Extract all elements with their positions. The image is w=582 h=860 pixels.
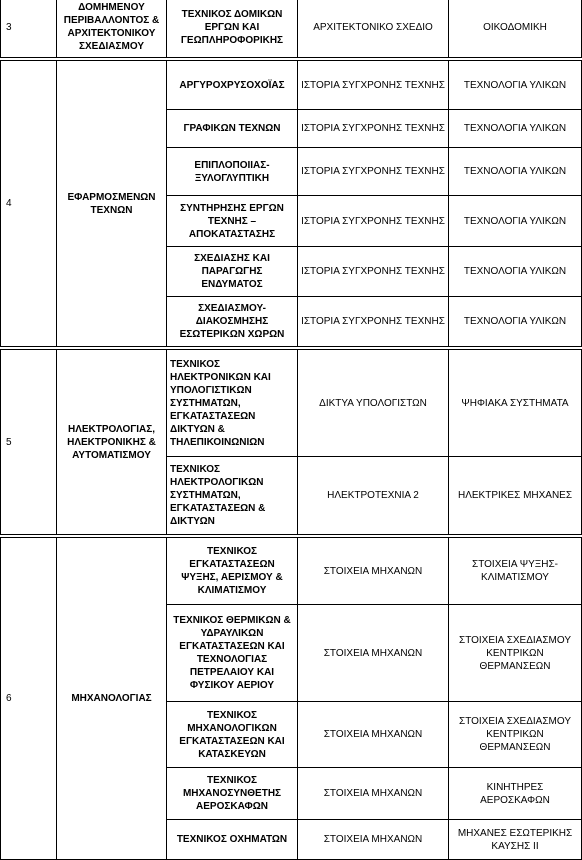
course-two: ΣΤΟΙΧΕΙΑ ΣΧΕΔΙΑΣΜΟΥ ΚΕΝΤΡΙΚΩΝ ΘΕΡΜΑΝΣΕΩΝ xyxy=(449,605,582,702)
course-two: ΤΕΧΝΟΛΟΓΙΑ ΥΛΙΚΩΝ xyxy=(449,61,582,110)
course-one: ΙΣΤΟΡΙΑ ΣΥΓΧΡΟΝΗΣ ΤΕΧΝΗΣ xyxy=(298,148,449,196)
course-two: ΜΗΧΑΝΕΣ ΕΣΩΤΕΡΙΚΗΣ ΚΑΥΣΗΣ ΙΙ xyxy=(449,820,582,860)
sector-name: ΗΛΕΚΤΡΟΛΟΓΙΑΣ, ΗΛΕΚΤΡΟΝΙΚΗΣ & ΑΥΤΟΜΑΤΙΣΜΟΥ xyxy=(57,350,167,535)
course-one: ΣΤΟΙΧΕΙΑ ΜΗΧΑΝΩΝ xyxy=(298,538,449,605)
specialty-name: ΓΡΑΦΙΚΩΝ ΤΕΧΝΩΝ xyxy=(167,110,298,148)
course-two: ΤΕΧΝΟΛΟΓΙΑ ΥΛΙΚΩΝ xyxy=(449,297,582,347)
table-row xyxy=(1,61,582,110)
course-two: ΤΕΧΝΟΛΟΓΙΑ ΥΛΙΚΩΝ xyxy=(449,110,582,148)
specialty-name: ΣΥΝΤΗΡΗΣΗΣ ΕΡΓΩΝ ΤΕΧΝΗΣ – ΑΠΟΚΑΤΑΣΤΑΣΗΣ xyxy=(167,196,298,247)
table-row xyxy=(1,538,582,605)
course-two: ΤΕΧΝΟΛΟΓΙΑ ΥΛΙΚΩΝ xyxy=(449,247,582,297)
course-one: ΣΤΟΙΧΕΙΑ ΜΗΧΑΝΩΝ xyxy=(298,702,449,768)
sector-number: 6 xyxy=(1,538,57,860)
course-two: ΨΗΦΙΑΚΑ ΣΥΣΤΗΜΑΤΑ xyxy=(449,350,582,457)
course-one: ΣΤΟΙΧΕΙΑ ΜΗΧΑΝΩΝ xyxy=(298,768,449,820)
course-one: ΗΛΕΚΤΡΟΤΕΧΝΙΑ 2 xyxy=(298,457,449,535)
table-row xyxy=(1,350,582,457)
course-one: ΣΤΟΙΧΕΙΑ ΜΗΧΑΝΩΝ xyxy=(298,820,449,860)
course-one: ΙΣΤΟΡΙΑ ΣΥΓΧΡΟΝΗΣ ΤΕΧΝΗΣ xyxy=(298,110,449,148)
specialty-name: ΤΕΧΝΙΚΟΣ ΕΓΚΑΤΑΣΤΑΣΕΩΝ ΨΥΞΗΣ, ΑΕΡΙΣΜΟΥ & ΚΛΙΜΑΤΙΣΜΟΥ xyxy=(167,538,298,605)
course-one: ΙΣΤΟΡΙΑ ΣΥΓΧΡΟΝΗΣ ΤΕΧΝΗΣ xyxy=(298,196,449,247)
sector-name: ΔΟΜΗΜΕΝΟΥ ΠΕΡΙΒΑΛΛΟΝΤΟΣ & ΑΡΧΙΤΕΚΤΟΝΙΚΟΥ ΣΧΕΔΙΑΣΜΟΥ xyxy=(57,0,167,58)
course-two: ΟΙΚΟΔΟΜΙΚΗ xyxy=(449,0,582,58)
course-two: ΣΤΟΙΧΕΙΑ ΣΧΕΔΙΑΣΜΟΥ ΚΕΝΤΡΙΚΩΝ ΘΕΡΜΑΝΣΕΩΝ xyxy=(449,702,582,768)
specialty-name: ΤΕΧΝΙΚΟΣ ΘΕΡΜΙΚΩΝ & ΥΔΡΑΥΛΙΚΩΝ ΕΓΚΑΤΑΣΤΑΣΕΩΝ ΚΑΙ ΤΕΧΝΟΛΟΓΙΑΣ ΠΕΤΡΕΛΑΙΟΥ ΚΑΙ ΦΥΣΙΚΟΥ ΑΕΡΙΟΥ xyxy=(167,605,298,702)
specialty-name: ΣΧΕΔΙΑΣΜΟΥ-ΔΙΑΚΟΣΜΗΣΗΣ ΕΣΩΤΕΡΙΚΩΝ ΧΩΡΩΝ xyxy=(167,297,298,347)
specialty-name: ΤΕΧΝΙΚΟΣ ΟΧΗΜΑΤΩΝ xyxy=(167,820,298,860)
course-one: ΙΣΤΟΡΙΑ ΣΥΓΧΡΟΝΗΣ ΤΕΧΝΗΣ xyxy=(298,297,449,347)
specialty-name: ΤΕΧΝΙΚΟΣ ΗΛΕΚΤΡΟΛΟΓΙΚΩΝ ΣΥΣΤΗΜΑΤΩΝ, ΕΓΚΑΤΑΣΤΑΣΕΩΝ & ΔΙΚΤΥΩΝ xyxy=(167,457,298,535)
course-two: ΤΕΧΝΟΛΟΓΙΑ ΥΛΙΚΩΝ xyxy=(449,196,582,247)
course-one: ΔΙΚΤΥΑ ΥΠΟΛΟΓΙΣΤΩΝ xyxy=(298,350,449,457)
specialty-name: ΕΠΙΠΛΟΠΟΙΙΑΣ-ΞΥΛΟΓΛΥΠΤΙΚΗ xyxy=(167,148,298,196)
course-two: ΚΙΝΗΤΗΡΕΣ ΑΕΡΟΣΚΑΦΩΝ xyxy=(449,768,582,820)
course-two: ΤΕΧΝΟΛΟΓΙΑ ΥΛΙΚΩΝ xyxy=(449,148,582,196)
sector-name: ΕΦΑΡΜΟΣΜΕΝΩΝ ΤΕΧΝΩΝ xyxy=(57,61,167,347)
specialty-name: ΤΕΧΝΙΚΟΣ ΜΗΧΑΝΟΣΥΝΘΕΤΗΣ ΑΕΡΟΣΚΑΦΩΝ xyxy=(167,768,298,820)
table-row xyxy=(1,0,582,58)
course-one: ΙΣΤΟΡΙΑ ΣΥΓΧΡΟΝΗΣ ΤΕΧΝΗΣ xyxy=(298,247,449,297)
course-one: ΑΡΧΙΤΕΚΤΟΝΙΚΟ ΣΧΕΔΙΟ xyxy=(298,0,449,58)
sector-number: 4 xyxy=(1,61,57,347)
specialty-name: ΤΕΧΝΙΚΟΣ ΗΛΕΚΤΡΟΝΙΚΩΝ ΚΑΙ ΥΠΟΛΟΓΙΣΤΙΚΩΝ ΣΥΣΤΗΜΑΤΩΝ, ΕΓΚΑΤΑΣΤΑΣΕΩΝ ΔΙΚΤΥΩΝ & ΤΗΛΕΠΙΚΟΙΝΩΝΙΩΝ xyxy=(167,350,298,457)
course-one: ΣΤΟΙΧΕΙΑ ΜΗΧΑΝΩΝ xyxy=(298,605,449,702)
specialty-name: ΣΧΕΔΙΑΣΗΣ ΚΑΙ ΠΑΡΑΓΩΓΗΣ ΕΝΔΥΜΑΤΟΣ xyxy=(167,247,298,297)
course-two: ΣΤΟΙΧΕΙΑ ΨΥΞΗΣ-ΚΛΙΜΑΤΙΣΜΟΥ xyxy=(449,538,582,605)
course-two: ΗΛΕΚΤΡΙΚΕΣ ΜΗΧΑΝΕΣ xyxy=(449,457,582,535)
sector-name: ΜΗΧΑΝΟΛΟΓΙΑΣ xyxy=(57,538,167,860)
sector-number: 5 xyxy=(1,350,57,535)
specialty-name: ΤΕΧΝΙΚΟΣ ΔΟΜΙΚΩΝ ΕΡΓΩΝ ΚΑΙ ΓΕΩΠΛΗΡΟΦΟΡΙΚΗΣ xyxy=(167,0,298,58)
course-one: ΙΣΤΟΡΙΑ ΣΥΓΧΡΟΝΗΣ ΤΕΧΝΗΣ xyxy=(298,61,449,110)
sector-number: 3 xyxy=(1,0,57,58)
specialty-name: ΑΡΓΥΡΟΧΡΥΣΟΧΟΪΑΣ xyxy=(167,61,298,110)
specialty-name: ΤΕΧΝΙΚΟΣ ΜΗΧΑΝΟΛΟΓΙΚΩΝ ΕΓΚΑΤΑΣΤΑΣΕΩΝ ΚΑΙ ΚΑΤΑΣΚΕΥΩΝ xyxy=(167,702,298,768)
